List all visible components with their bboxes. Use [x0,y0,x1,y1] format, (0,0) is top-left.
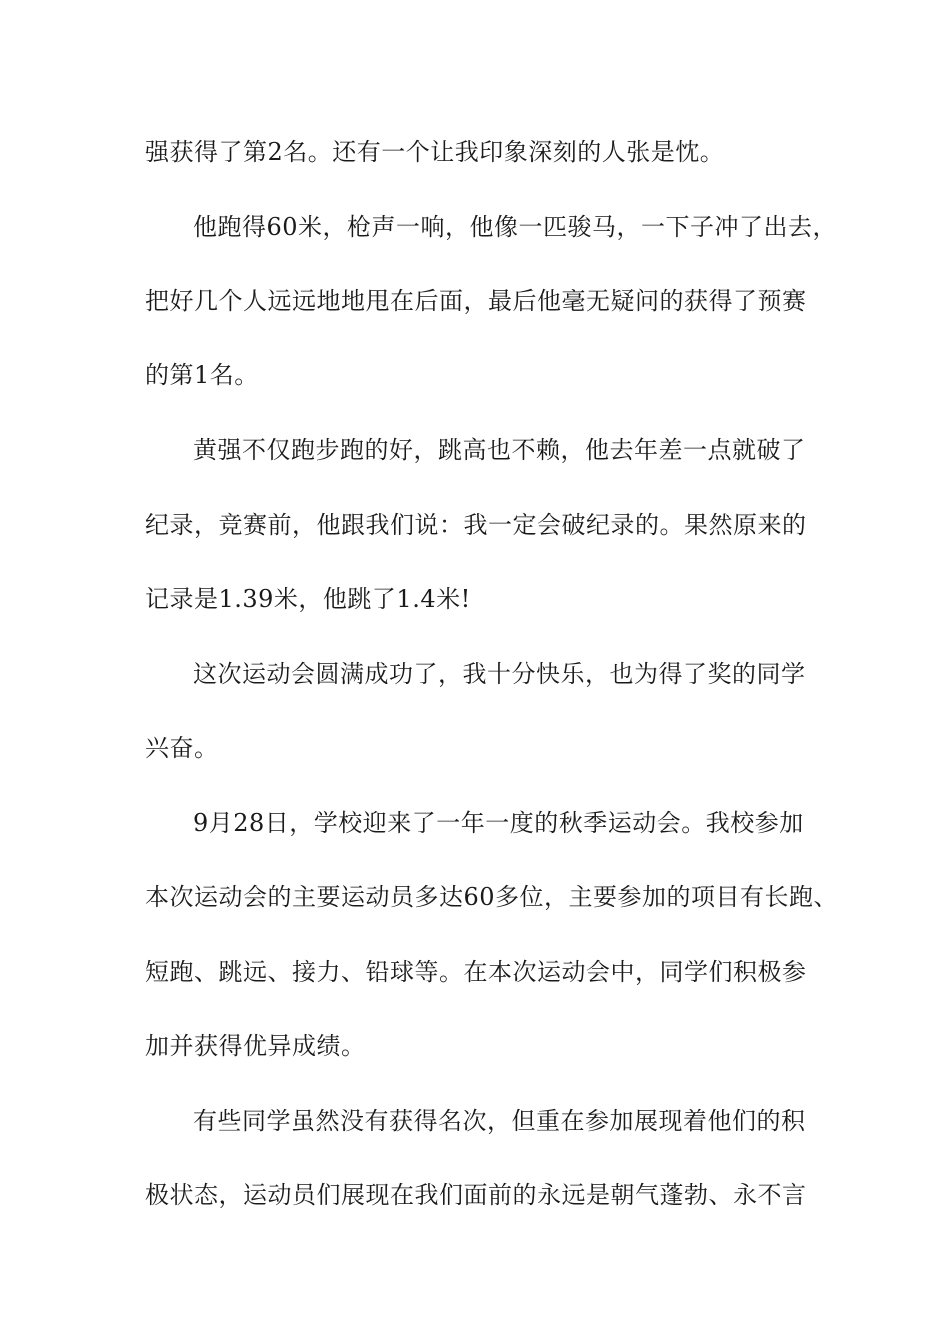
text-line: 他跑得60米，枪声一响，他像一匹骏马，一下子冲了出去， [193,213,838,241]
text-line: 兴奋。 [145,734,219,762]
text-line: 9月28日，学校迎来了一年一度的秋季运动会。我校参加 [193,809,804,837]
text-line: 短跑、跳远、接力、铅球等。在本次运动会中，同学们积极参 [145,958,807,986]
text-line: 有些同学虽然没有获得名次，但重在参加展现着他们的积 [193,1107,806,1135]
text-line: 本次运动会的主要运动员多达60多位，主要参加的项目有长跑、 [145,883,839,911]
text-line: 黄强不仅跑步跑的好，跳高也不赖，他去年差一点就破了 [193,436,806,464]
text-line: 这次运动会圆满成功了，我十分快乐，也为得了奖的同学 [193,660,806,688]
text-line: 纪录，竞赛前，他跟我们说：我一定会破纪录的。果然原来的 [145,511,807,539]
text-line: 强获得了第2名。还有一个让我印象深刻的人张是忱。 [145,138,725,166]
text-line: 极状态，运动员们展现在我们面前的永远是朝气蓬勃、永不言 [145,1181,807,1209]
text-line: 把好几个人远远地地甩在后面，最后他毫无疑问的获得了预赛 [145,287,807,315]
text-line: 的第1名。 [145,361,259,389]
text-line: 加并获得优异成绩。 [145,1032,366,1060]
text-line: 记录是1.39米，他跳了1.4米! [145,585,471,613]
